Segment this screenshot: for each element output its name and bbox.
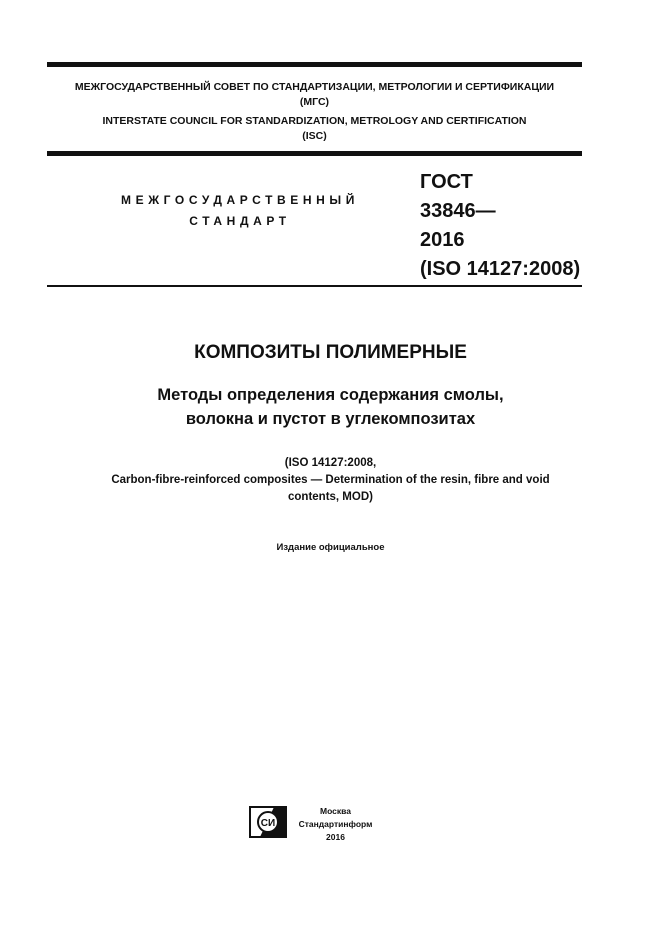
standard-type-line2: СТАНДАРТ	[189, 214, 291, 228]
logo-text: СИ	[260, 818, 276, 829]
designation-prefix: ГОСТ	[420, 171, 473, 193]
publisher-city: Москва	[320, 806, 351, 816]
document-title: КОМПОЗИТЫ ПОЛИМЕРНЫЕ	[194, 342, 467, 363]
edition-note: Издание официальное	[276, 542, 385, 553]
publisher-year: 2016	[326, 832, 345, 842]
council-header	[47, 80, 582, 144]
council-ru-name: МЕЖГОСУДАРСТВЕННЫЙ СОВЕТ ПО СТАНДАРТИЗАЦИИ, МЕТРОЛОГИИ И СЕРТИФИКАЦИИ	[74, 81, 555, 93]
document-subtitle	[0, 383, 661, 431]
subtitle-line2: волокна и пустот в углекомпозитах	[185, 410, 476, 428]
iso-reference-line2: Carbon-fibre-reinforced composites — Determination of the resin, fibre and void	[111, 474, 550, 486]
publisher-imprint	[293, 805, 378, 844]
council-ru-abbr: (МГС)	[299, 96, 330, 108]
designation-bottom-rule	[47, 285, 582, 287]
council-bottom-rule	[47, 151, 582, 156]
council-en-name: INTERSTATE COUNCIL FOR STANDARDIZATION, METROLOGY AND CERTIFICATION	[102, 115, 527, 127]
designation-number: 33846—	[420, 200, 496, 222]
iso-reference	[0, 455, 661, 506]
top-rule	[47, 62, 582, 67]
subtitle-line1: Методы определения содержания смолы,	[157, 386, 504, 404]
designation-iso: (ISO 14127:2008)	[420, 258, 581, 280]
iso-reference-line3: contents, MOD)	[288, 491, 373, 503]
publisher-name: Стандартинформ	[298, 819, 373, 829]
standartinform-logo-icon	[249, 806, 287, 838]
standard-type-line1: МЕЖГОСУДАРСТВЕННЫЙ	[121, 193, 359, 207]
standard-type-label	[95, 190, 385, 232]
council-en-abbr: (ISC)	[302, 130, 327, 142]
standard-designation	[420, 168, 580, 284]
designation-year: 2016	[420, 229, 465, 251]
iso-reference-line1: (ISO 14127:2008,	[284, 457, 377, 469]
